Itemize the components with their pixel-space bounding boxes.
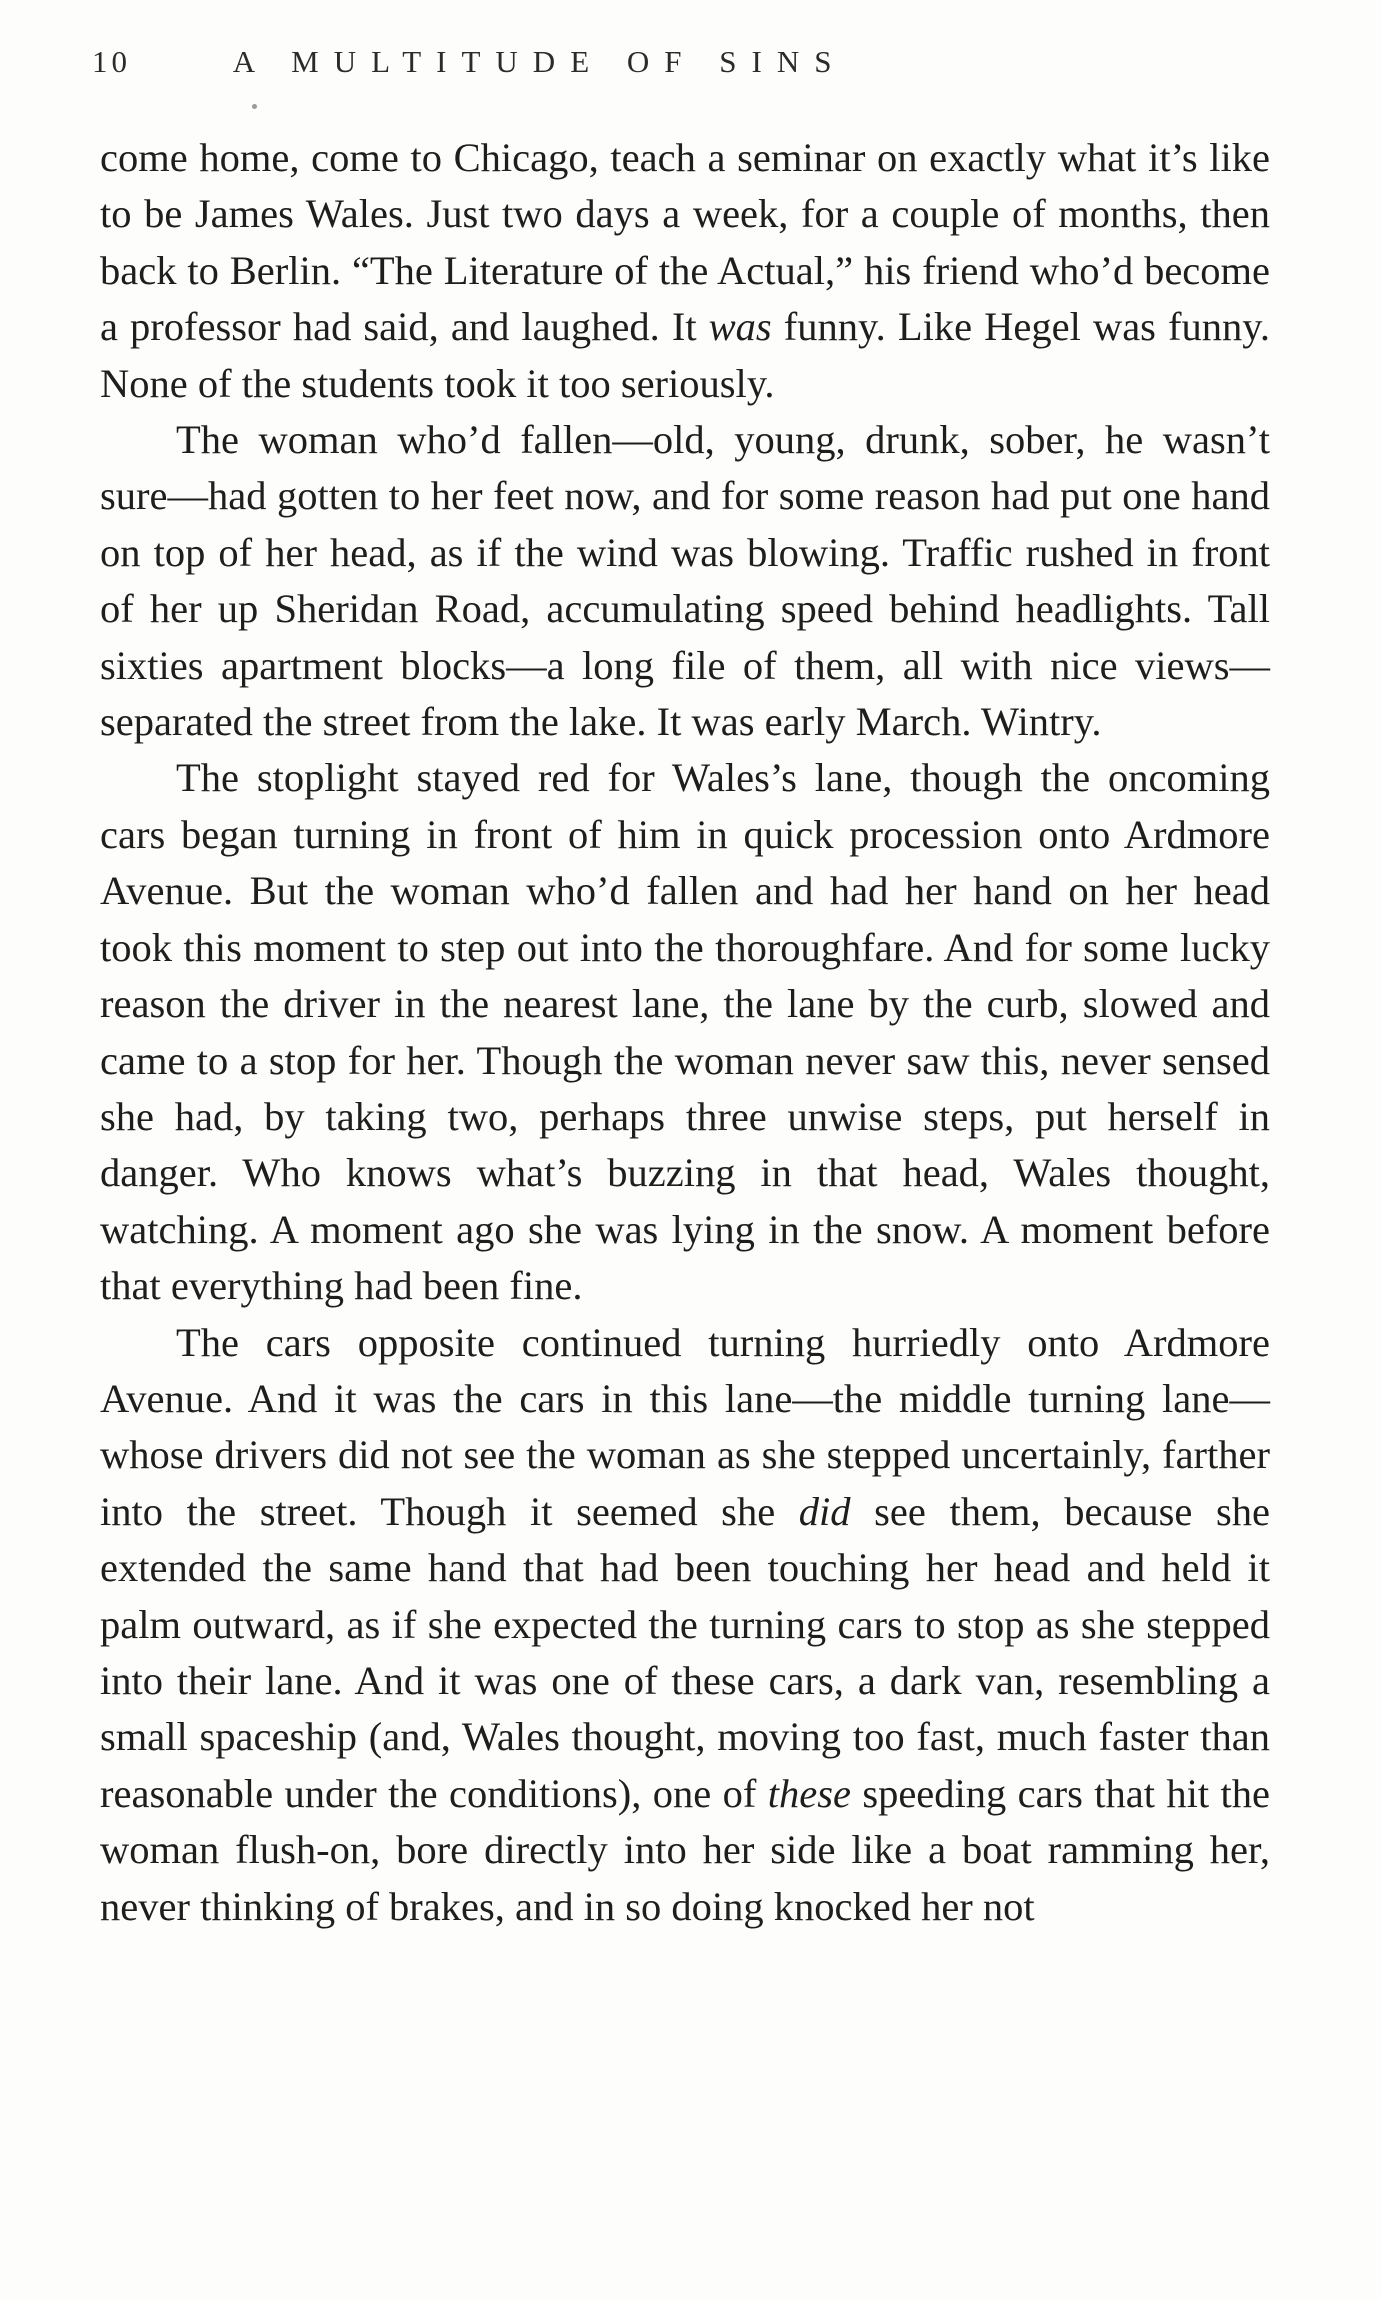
italic-segment: was xyxy=(708,304,772,350)
text-segment: speeding cars that hit the woman flush-on, bore directly into her side like a boat ramming her, never thinking of brakes, and in so doing knocked her not xyxy=(100,1770,1270,1929)
text-segment: The stoplight stayed red for Wales’s lane, though the oncoming cars began turning in front of him in quick procession onto Ardmore Avenue. But the woman who’d fallen and had her hand on her head took this moment to step out into the thoroughfare. And for some lucky reason the driver in the nearest lane, the lane by the curb, slowed and came to a stop for her. Though the woman never saw this, never sensed she had, by taking two, perhaps three unwise steps, put herself in danger. Who knows what’s buzzing in that head, Wales thought, watching. A moment ago she was lying in the snow. A moment before that everything had been fine. xyxy=(100,755,1270,1309)
page-number: 10 xyxy=(92,44,131,79)
italic-segment: did xyxy=(798,1488,851,1534)
text-segment: come home, come to Chicago, teach a seminar on exactly what it’s like to be James Wales. Just two days a week, for a couple of months, then back to Berlin. “The Literature of the Actual,” his friend who’d become a professor had said, and laughed. It xyxy=(100,135,1270,350)
paragraph-1 xyxy=(100,130,1270,412)
body-text xyxy=(100,130,1270,1935)
paragraph-2 xyxy=(100,412,1270,750)
text-segment: funny. Like Hegel was funny. None of the students took it too seriously. xyxy=(100,304,1270,406)
text-segment: see them, because she extended the same hand that had been touching her head and held it palm outward, as if she expected the turning cars to stop as she stepped into their lane. And it was one of these cars, a dark van, resembling a small spaceship (and, Wales thought, moving too fast, much faster than reasonable under the conditions), one of xyxy=(100,1488,1270,1816)
text-segment: The woman who’d fallen—old, young, drunk, sober, he wasn’t sure—had gotten to her feet now, and for some reason had put one hand on top of her head, as if the wind was blowing. Traffic rushed in front of her up Sheridan Road, accumulating speed behind headlights. Tall sixties apartment blocks—a long file of them, all with nice views—separated the street from the lake. It was early March. Wintry. xyxy=(100,417,1270,745)
paragraph-3 xyxy=(100,750,1270,1314)
paragraph-4 xyxy=(100,1315,1270,1935)
text-segment: The cars opposite continued turning hurriedly onto Ardmore Avenue. And it was the cars in this lane—the middle turning lane—whose drivers did not see the woman as she stepped uncertainly, farther into the street. Though it seemed she xyxy=(100,1319,1270,1534)
book-title: A MULTITUDE OF SINS xyxy=(232,44,847,79)
running-head xyxy=(92,44,1292,80)
print-speck xyxy=(252,104,257,109)
italic-segment: these xyxy=(767,1770,851,1816)
